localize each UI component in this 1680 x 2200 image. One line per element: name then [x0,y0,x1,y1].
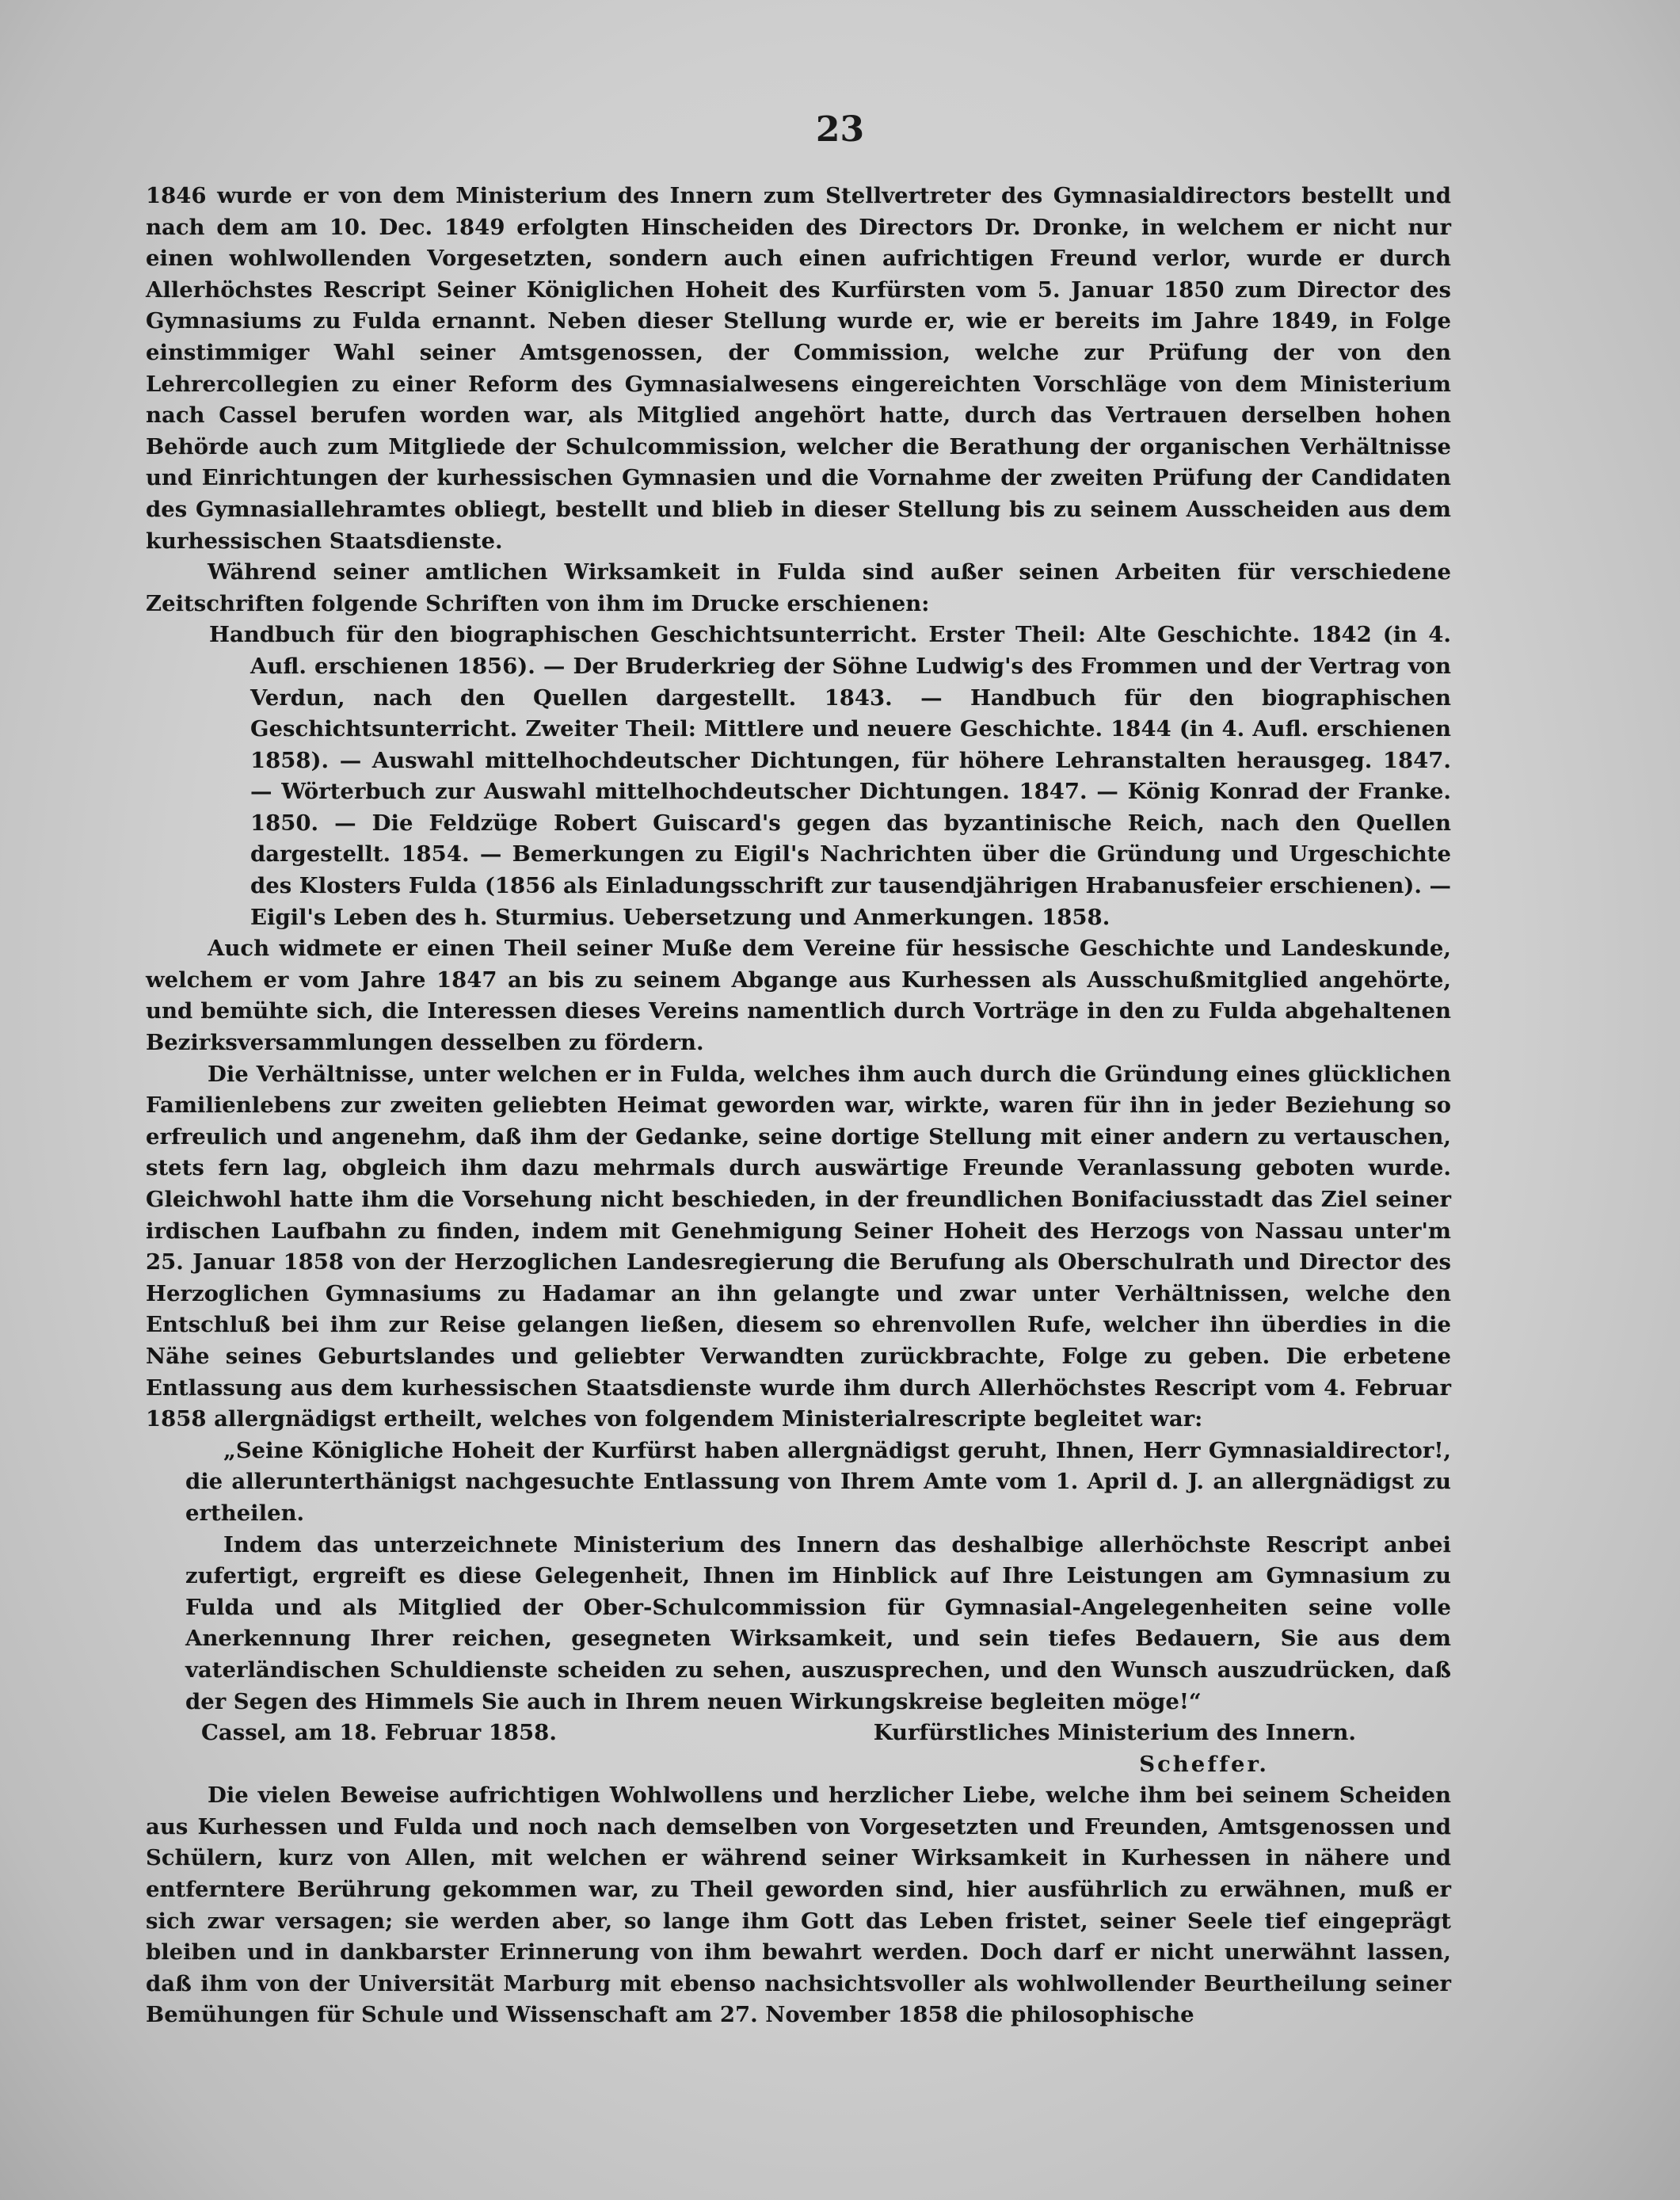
paragraph-publications-intro: Während seiner amtlichen Wirksamkeit in Fulda sind außer seinen Arbeiten für verschiedene Zeitschriften folgende Schriften von ihm im Drucke erschienen: [146,559,1451,616]
paragraph-career: 1846 wurde er von dem Ministerium des Innern zum Stellvertreter des Gymnasialdirectors bestellt und nach dem am 10. Dec. 1849 erfolgten Hinscheiden des Directors Dr. Dronke, in welchem er nicht nur einen wohlwollenden Vorgesetzten, sondern auch einen aufrichtigen Freund verlor, wurde er durch Allerhöchstes Rescript Seiner Königlichen Hoheit des Kurfürsten vom 5. Januar 1850 zum Director des Gymnasiums zu Fulda ernannt. Neben dieser Stellung wurde er, wie er bereits im Jahre 1849, in Folge einstimmiger Wahl seiner Amtsgenossen, der Commission, welche zur Prüfung der von den Lehrercollegien zu einer Reform des Gymnasialwesens eingereichten Vorschläge von dem Ministerium nach Cassel berufen worden war, als Mitglied angehört hatte, durch das Vertrauen derselben hohen Behörde auch zum Mitgliede der Schulcommission, welcher die Berathung der organischen Verhältnisse und Einrichtungen der kurhessischen Gymnasien und die Vornahme der zweiten Prüfung der Candidaten des Gymnasiallehramtes obliegt, bestellt und blieb in dieser Stellung bis zu seinem Ausscheiden aus dem kurhessischen Staatsdienste. [146,183,1451,554]
quote-paragraph-1: „Seine Königliche Hoheit der Kurfürst haben allergnädigst geruht, Ihnen, Herr Gymnasialdirector!, die allerunterthänigst nachgesuchte Entlassung von Ihrem Amte vom 1. April d. J. an allergnädigst zu ertheilen. [185,1437,1451,1526]
paragraph-publications-list: Handbuch für den biographischen Geschichtsunterricht. Erster Theil: Alte Geschichte. 1842 (in 4. Aufl. erschienen 1856). — Der Bruderkrieg der Söhne Ludwig's des Frommen und der Vertrag von Verdun, nach den Quellen dargestellt. 1843. — Handbuch für den biographischen Geschichtsunterricht. Zweiter Theil: Mittlere und neuere Geschichte. 1844 (in 4. Aufl. erschienen 1858). — Auswahl mittelhochdeutscher Dichtungen, für höhere Lehranstalten herausgeg. 1847. — Wörterbuch zur Auswahl mittelhochdeutscher Dichtungen. 1847. — König Konrad der Franke. 1850. — Die Feldzüge Robert Guiscard's gegen das byzantinische Reich, nach den Quellen dargestellt. 1854. — Bemerkungen zu Eigil's Nachrichten über die Gründung und Urgeschichte des Klosters Fulda (1856 als Einladungsschrift zur tausendjährigen Hrabanusfeier erschienen). — Eigil's Leben des h. Sturmius. Uebersetzung und Anmerkungen. 1858. [209,622,1451,930]
place-date: Cassel, am 18. Februar 1858. [201,1720,557,1746]
paragraph-farewell: Die vielen Beweise aufrichtigen Wohlwollens und herzlicher Liebe, welche ihm bei seinem Scheiden aus Kurhessen und Fulda und noch nach demselben von Vorgesetzten und Freunden, Amtsgenossen und Schülern, kurz von Allen, mit welchen er während seiner Wirksamkeit in Kurhessen in nähere und entferntere Berührung gekommen war, zu Theil geworden sind, hier ausführlich zu erwähnen, muß er sich zwar versagen; sie werden aber, so lange ihm Gott das Leben fristet, seiner Seele tief eingeprägt bleiben und in dankbarster Erinnerung von ihm bewahrt werden. Doch darf er nicht unerwähnt lassen, daß ihm von der Universität Marburg mit ebenso nachsichtsvoller als wohlwollender Beurtheilung seiner Bemühungen für Schule und Wissenschaft am 27. November 1858 die philosophische [146,1782,1451,2028]
page-number: 23 [815,109,865,150]
issuing-authority: Kurfürstliches Ministerium des Innern. [873,1720,1356,1746]
page-body [146,181,1451,2031]
paragraph-society: Auch widmete er einen Theil seiner Muße dem Vereine für hessische Geschichte und Landeskunde, welchem er vom Jahre 1847 an bis zu seinem Abgange aus Kurhessen als Ausschußmitglied angehörte, und bemühte sich, die Interessen dieses Vereins namentlich durch Vorträge in den zu Fulda abgehaltenen Bezirksversammlungen desselben zu fördern. [146,936,1451,1056]
paragraph-departure: Die Verhältnisse, unter welchen er in Fulda, welches ihm auch durch die Gründung eines glücklichen Familienlebens zur zweiten geliebten Heimat geworden war, wirkte, waren für ihn in jeder Beziehung so erfreulich und angenehm, daß ihm der Gedanke, seine dortige Stellung mit einer andern zu vertauschen, stets fern lag, obgleich ihm dazu mehrmals durch auswärtige Freunde Veranlassung geboten wurde. Gleichwohl hatte ihm die Vorsehung nicht beschieden, in der freundlichen Bonifaciusstadt das Ziel seiner irdischen Laufbahn zu finden, indem mit Genehmigung Seiner Hoheit des Herzogs von Nassau unter'm 25. Januar 1858 von der Herzoglichen Landesregierung die Berufung als Oberschulrath und Director des Herzoglichen Gymnasiums zu Hadamar an ihn gelangte und zwar unter Verhältnissen, welche den Entschluß bei ihm zur Reise gelangen ließen, diesem so ehrenvollen Rufe, welcher ihn überdies in die Nähe seines Geburtslandes und geliebter Verwandten zurückbrachte, Folge zu geben. Die erbetene Entlassung aus dem kurhessischen Staatsdienste wurde ihm durch Allerhöchstes Rescript vom 4. Februar 1858 allergnädigst ertheilt, welches von folgendem Ministerialrescripte begleitet war: [146,1061,1451,1432]
quote-paragraph-2: Indem das unterzeichnete Ministerium des Innern das deshalbige allerhöchste Rescript anbei zufertigt, ergreift es diese Gelegenheit, Ihnen im Hinblick auf Ihre Leistungen am Gymnasium zu Fulda und als Mitglied der Ober-Schulcommission für Gymnasial-Angelegenheiten seine volle Anerkennung Ihrer reichen, gesegneten Wirksamkeit, und sein tiefes Bedauern, Sie aus dem vaterländischen Schuldienste scheiden zu sehen, auszusprechen, und den Wunsch auszudrücken, daß der Segen des Himmels Sie auch in Ihrem neuen Wirkungskreise begleiten möge!“ [185,1531,1451,1714]
signature-line [146,1718,1451,1749]
signer-name: Scheffer. [1139,1751,1269,1777]
ministerial-rescript-quote [146,1436,1451,1718]
